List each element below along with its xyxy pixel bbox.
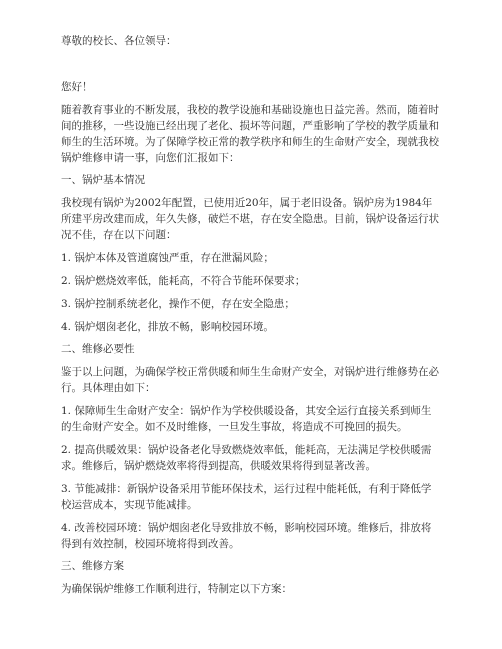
- section3-paragraph: 为确保锅炉维修工作顺利进行，特制定以下方案：: [61, 583, 292, 595]
- section2-item-3: 3. 节能减排：新锅炉设备采用节能环保技术，运行过程中能耗低，有利于降低学 校运营成本，实现节能减排。: [61, 483, 432, 511]
- section2-item-4: 4. 改善校园环境：锅炉烟囱老化导致排放不畅，影响校园环境。维修后，排放将 得到有效控制，校园环境将得到改善。: [61, 522, 432, 550]
- intro-paragraph: 随着教育事业的不断发展，我校的教学设施和基础设施也日益完善。然而，随着时 间的推移，一些设施已经出现了老化、损坏等问题，严重影响了学校的教学质量和 师生的生活环境。为了保障学校正常的教学秩序和师生的生命财产安全，现就我校 锅炉维修申请一事，向您们汇报如下：: [61, 104, 439, 164]
- section-heading-1: 一、锅炉基本情况: [61, 174, 145, 186]
- section1-item-2: 2. 锅炉燃烧效率低，能耗高，不符合节能环保要求；: [61, 275, 306, 287]
- section2-item-2: 2. 提高供暖效果：锅炉设备老化导致燃烧效率低，能耗高，无法满足学校供暖需 求。维修后，锅炉燃烧效率将得到提高，供暖效果将得到显著改善。: [61, 444, 432, 472]
- greeting: 您好！: [61, 81, 93, 93]
- section-heading-3: 三、维修方案: [61, 560, 124, 572]
- section1-paragraph: 我校现有锅炉为2002年配置，已使用近20年，属于老旧设备。锅炉房为1984年 所建平房改建而成，年久失修，破烂不堪，存在安全隐患。目前，锅炉设备运行状 况不佳，存在以下问题：: [61, 197, 439, 241]
- section-heading-2: 二、维修必要性: [61, 343, 135, 355]
- section1-item-3: 3. 锅炉控制系统老化，操作不便，存在安全隐患；: [61, 298, 295, 310]
- section2-paragraph: 鉴于以上问题，为确保学校正常供暖和师生生命财产安全，对锅炉进行维修势在必 行。具体理由如下：: [61, 366, 439, 394]
- salutation: 尊敬的校长、各位领导：: [61, 35, 177, 47]
- section1-item-1: 1. 锅炉本体及管道腐蚀严重，存在泄漏风险；: [61, 252, 274, 264]
- section2-item-1: 1. 保障师生生命财产安全：锅炉作为学校供暖设备，其安全运行直接关系到师生 的生命财产安全。如不及时维修，一旦发生事故，将造成不可挽回的损失。: [61, 405, 432, 433]
- section1-item-4: 4. 锅炉烟囱老化，排放不畅，影响校园环境。: [61, 321, 274, 333]
